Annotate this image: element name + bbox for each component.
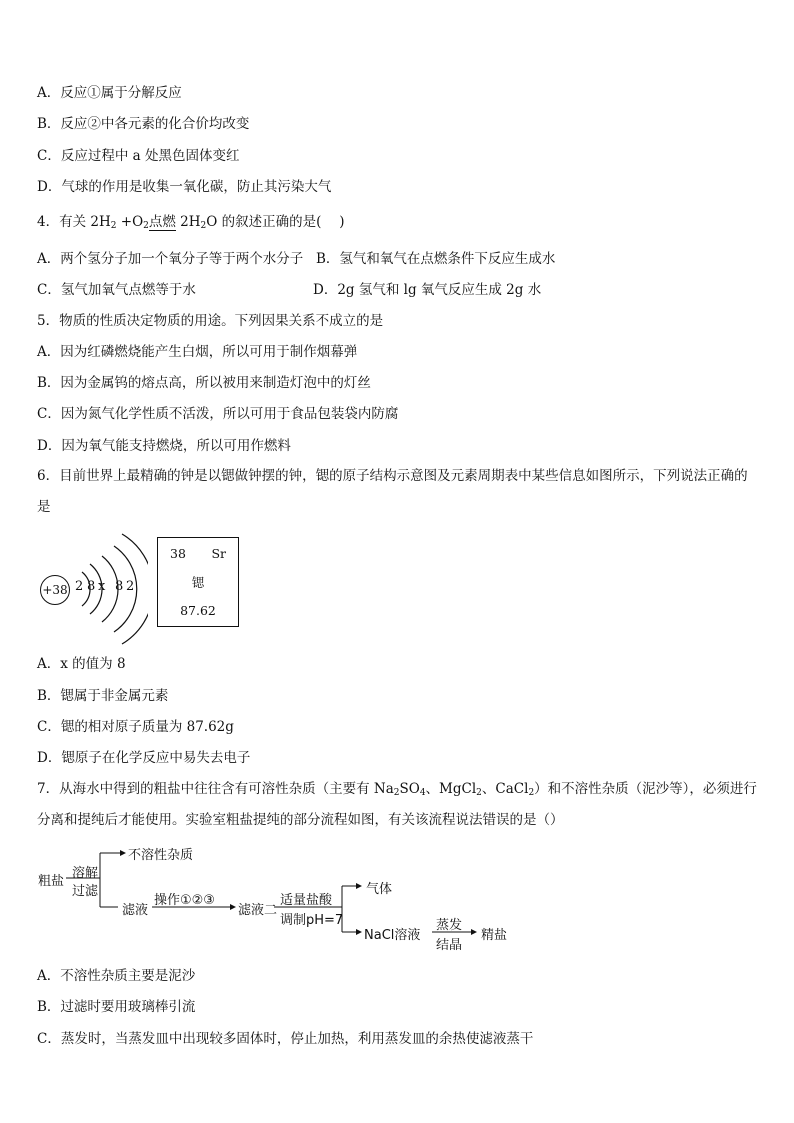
q4-stem: 4．有关 $2H_2 +O_2$点燃 $2H_2O$ 的叙述正确的是( ) [37, 214, 345, 231]
q6-stem: 6．目前世界上最精确的钟是以锶做钟摆的钟，锶的原子结构示意图及元素周期表中某些信息如图所示，下列说法正确的是 [37, 468, 748, 515]
shell-1-electrons: 2 [75, 579, 84, 594]
q3-option-c: C．反应过程中 a 处黑色固体变红 [37, 148, 240, 164]
gas-label: 气体 [366, 882, 393, 897]
q5-option-c: C．因为氮气化学性质不活泼，所以可用于食品包装袋内防腐 [37, 406, 399, 422]
q6-option-c: C．锶的相对原子质量为 87.62g [37, 719, 234, 735]
crystallize-label: 结晶 [436, 938, 463, 953]
operation-label: 操作①②③ [154, 893, 215, 908]
q6-option-b: B．锶属于非金属元素 [37, 688, 169, 704]
q5-option-b: B．因为金属钨的熔点高，所以被用来制造灯泡中的灯丝 [37, 375, 371, 391]
shell-4-electrons: 8 [115, 579, 124, 594]
q4-option-d: D．2g 氢气和 lg 氧气反应生成 2g 水 [313, 282, 542, 298]
q6-option-d: D．锶原子在化学反应中易失去电子 [37, 750, 251, 766]
acid-label: 适量盐酸 [280, 893, 333, 908]
q7-stem-line2: 分离和提纯后才能使用。实验室粗盐提纯的部分流程如图，有关该流程说法错误的是（） [37, 812, 564, 828]
q7-option-a: A．不溶性杂质主要是泥沙 [37, 968, 196, 984]
q5-option-a: A．因为红磷燃烧能产生白烟，所以可用于制作烟幕弹 [37, 344, 358, 360]
q3-option-b: B．反应②中各元素的化合价均改变 [37, 116, 250, 132]
evaporate-label: 蒸发 [436, 918, 463, 933]
q7-option-c: C．蒸发时，当蒸发皿中出现较多固体时，停止加热，利用蒸发皿的余热使滤液蒸干 [37, 1031, 534, 1047]
shell-2-electrons: 8 [87, 579, 96, 594]
salt-purification-flowchart [38, 838, 558, 953]
q7-stem-line1: 7．从海水中得到的粗盐中往往含有可溶性杂质（主要有 $Na_2SO_4$、MgCl$_2$、CaCl$_2$）和不溶性杂质（泥沙等），必须进行 [37, 781, 757, 798]
element-name: 锶 [191, 575, 205, 590]
adjust-ph-label: 调制pH=7 [280, 913, 344, 928]
nacl-solution-label: NaCl溶液 [364, 928, 421, 943]
periodic-table-cell [157, 537, 239, 627]
dissolve-label: 溶解 [72, 866, 99, 881]
filtrate-label: 滤液 [122, 903, 149, 918]
refined-salt-label: 精盐 [481, 928, 508, 943]
filtrate-two-label: 滤液二 [238, 903, 278, 918]
q4-option-a: A．两个氢分子加一个氧分子等于两个水分子 [37, 251, 304, 267]
q5-option-d: D．因为氧气能支持燃烧，所以可用作燃料 [37, 438, 291, 454]
q7-option-b: B．过滤时要用玻璃棒引流 [37, 999, 196, 1015]
q5-stem: 5．物质的性质决定物质的用途。下列因果关系不成立的是 [37, 313, 384, 329]
insoluble-impurity-label: 不溶性杂质 [128, 848, 194, 863]
q3-option-a: A．反应①属于分解反应 [37, 85, 182, 101]
q3-option-d: D．气球的作用是收集一氧化碳，防止其污染大气 [37, 179, 332, 195]
element-symbol: Sr [211, 546, 226, 561]
q6-option-a: A．x 的值为 8 [37, 656, 126, 672]
q4-option-b: B．氢气和氧气在点燃条件下反应生成水 [316, 251, 556, 267]
crude-salt-label: 粗盐 [38, 874, 65, 889]
atomic-number: 38 [170, 546, 186, 561]
shell-3-electrons: x [98, 579, 106, 594]
q4-option-c: C．氢气加氧气点燃等于水 [37, 282, 196, 298]
strontium-atom-diagram [38, 524, 148, 654]
nucleus: +38 [40, 575, 70, 605]
filter-label: 过滤 [72, 884, 99, 899]
reaction-condition: 点燃 [148, 214, 176, 230]
atomic-mass: 87.62 [180, 603, 216, 618]
shell-5-electrons: 2 [126, 579, 135, 594]
